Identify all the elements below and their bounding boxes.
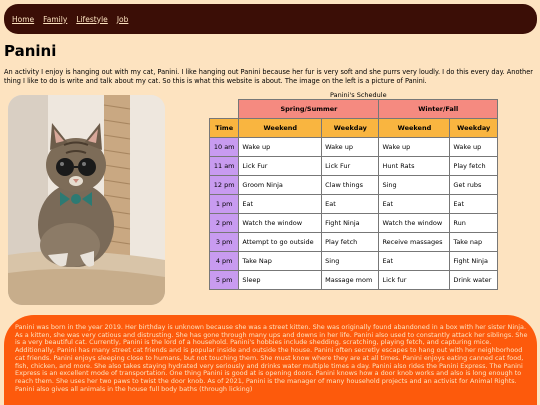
time-cell: 11 am xyxy=(210,157,239,176)
table-row xyxy=(210,138,498,157)
time-cell: 2 pm xyxy=(210,214,239,233)
table-cell: Take Nap xyxy=(239,252,322,271)
table-row xyxy=(210,252,498,271)
time-cell: 3 pm xyxy=(210,233,239,252)
table-row xyxy=(210,157,498,176)
table-row xyxy=(210,195,498,214)
table-cell: Watch the window xyxy=(239,214,322,233)
table-cell: Lick Fur xyxy=(322,157,379,176)
table-cell: Groom Ninja xyxy=(239,176,322,195)
schedule-table xyxy=(209,99,498,290)
top-navbar xyxy=(4,4,537,34)
page-title: Panini xyxy=(4,42,57,60)
table-cell: Lick fur xyxy=(379,271,450,290)
table-cell: Sing xyxy=(322,252,379,271)
table-row xyxy=(210,176,498,195)
table-cell: Wake up xyxy=(379,138,450,157)
table-cell: Eat xyxy=(322,195,379,214)
time-cell: 1 pm xyxy=(210,195,239,214)
table-cell: Play fetch xyxy=(450,157,498,176)
table-cell: Take nap xyxy=(450,233,498,252)
table-cell: Eat xyxy=(450,195,498,214)
table-cell: Attempt to go outside xyxy=(239,233,322,252)
table-cell: Lick Fur xyxy=(239,157,322,176)
column-header-weekend: Weekend xyxy=(379,119,450,138)
bio-paragraph: Panini was born in the year 2019. Her birthday is unknown because she was a street kitten. She was originally found abandoned in a box with her sister Ninja. As a kitten, she was very catious and distrusting. She has gone through many ups and downs in her life. Panini also used to constantly attack her siblings. She is a very beautiful cat. Currently, Panini is the lord of a household. Panini's hobbies include shedding, scratching, playing fetch, and capturing mice. Additionally, Panini has many street cat friends and is popular inside and outside the house. Panini often secretly escapes to hang out with her neighborhood cat friends. Panini enjoys sleeping close to humans, but not touching them. She must know where they are at all times. Panini enjoys eating canned cat food, fish, chicken, and more. She also takes staying hydrated very seriously and drinks water multiple times a day. Panini also rides the Panini Express. The Panini Express is an excellent mode of transportation. One thing Panini is good at is opening doors. Panini knows how a door knob works and also is long enough to reach them. She uses her two paws to twist the door knob. As of 2021, Panini is the manager of many household projects and an activist for Animal Rights. Panini also gives all animals in the house full body baths (through licking) xyxy=(15,323,528,393)
season-header-spring-summer: Spring/Summer xyxy=(239,100,379,119)
table-row xyxy=(210,214,498,233)
schedule-corner xyxy=(210,100,239,119)
time-cell: 10 am xyxy=(210,138,239,157)
table-cell: Claw things xyxy=(322,176,379,195)
table-cell: Wake up xyxy=(450,138,498,157)
table-cell: Wake up xyxy=(322,138,379,157)
time-column-header: Time xyxy=(210,119,239,138)
table-cell: Sleep xyxy=(239,271,322,290)
column-header-weekday: Weekday xyxy=(322,119,379,138)
bio-panel xyxy=(4,315,537,405)
cat-photo xyxy=(8,95,165,305)
table-cell: Drink water xyxy=(450,271,498,290)
nav-link-job[interactable]: Job xyxy=(116,14,129,24)
table-cell: Play fetch xyxy=(322,233,379,252)
table-cell: Watch the window xyxy=(379,214,450,233)
table-cell: Hunt Rats xyxy=(379,157,450,176)
nav-link-lifestyle[interactable]: Lifestyle xyxy=(76,14,108,24)
intro-paragraph: An activity I enjoy is hanging out with my cat, Panini. I like hanging out Panini because her fur is very soft and she purrs very loudly. I do this every day. Another thing I like to do is write and talk about my cat. So this is what this website is about. The image on the left is a picture of Panini. xyxy=(4,68,534,85)
table-cell: Get rubs xyxy=(450,176,498,195)
season-header-winter-fall: Winter/Fall xyxy=(379,100,498,119)
table-cell: Eat xyxy=(239,195,322,214)
nav-link-family[interactable]: Family xyxy=(43,14,68,24)
table-cell: Wake up xyxy=(239,138,322,157)
schedule-caption: Panini's Schedule xyxy=(330,91,387,99)
table-cell: Run xyxy=(450,214,498,233)
time-cell: 5 pm xyxy=(210,271,239,290)
table-cell: Eat xyxy=(379,252,450,271)
time-cell: 4 pm xyxy=(210,252,239,271)
time-cell: 12 pm xyxy=(210,176,239,195)
table-cell: Receive massages xyxy=(379,233,450,252)
column-header-weekend: Weekend xyxy=(239,119,322,138)
nav-link-home[interactable]: Home xyxy=(12,14,35,24)
table-cell: Massage mom xyxy=(322,271,379,290)
table-cell: Fight Ninja xyxy=(450,252,498,271)
table-cell: Eat xyxy=(379,195,450,214)
table-cell: Fight Ninja xyxy=(322,214,379,233)
table-row xyxy=(210,233,498,252)
cat-photo-illustration xyxy=(8,95,165,305)
column-header-weekday: Weekday xyxy=(450,119,498,138)
table-row xyxy=(210,271,498,290)
table-cell: Sing xyxy=(379,176,450,195)
